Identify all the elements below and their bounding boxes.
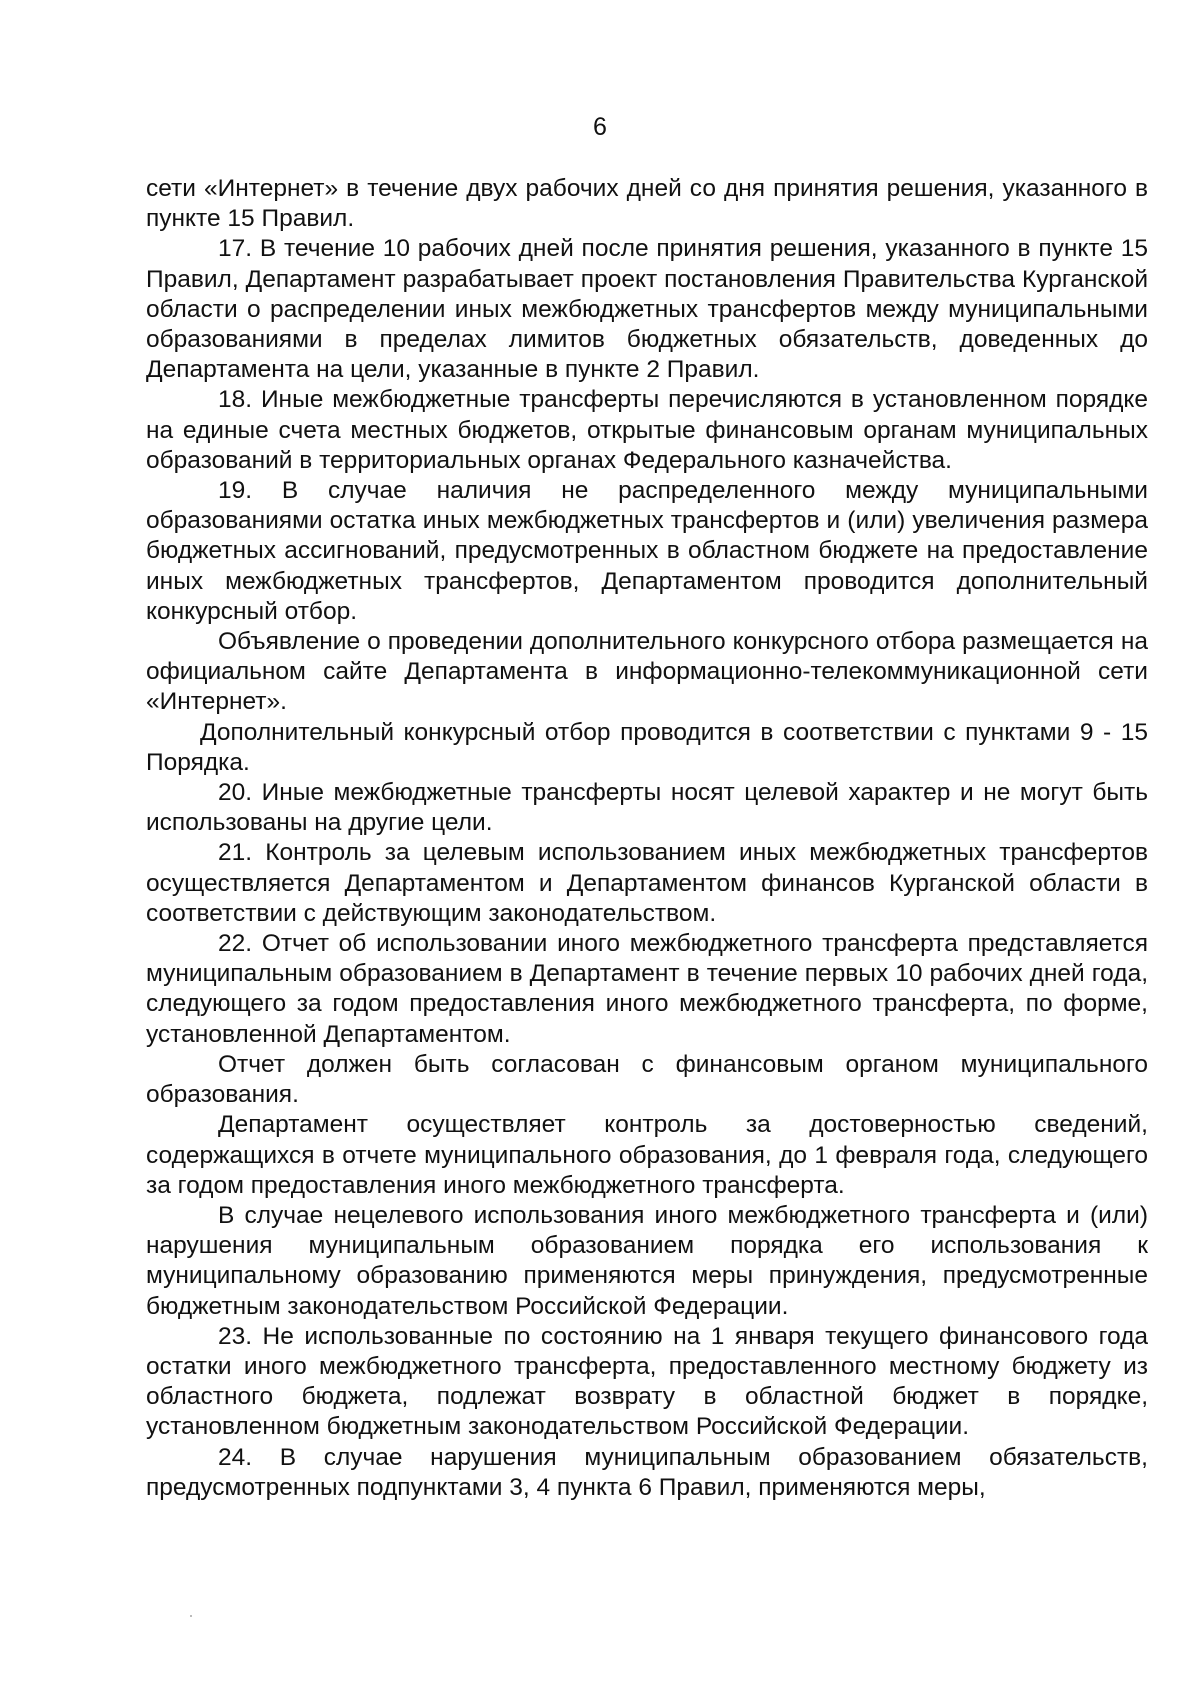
paragraph-item-20: 20. Иные межбюджетные трансферты носят целевой характер и не могут быть использованы на другие цели.: [146, 779, 1148, 837]
paragraph-report-approval: Отчет должен быть согласован с финансовым органом муниципального образования.: [146, 1050, 1148, 1109]
page-number: 6: [593, 113, 607, 141]
paragraph-announcement: Объявление о проведении дополнительного конкурсного отбора размещается на официальном сайте Департамента в информационно-телекоммуникационной сети «Интернет».: [146, 628, 1148, 716]
paragraph-continuation: сети «Интернет» в течение двух рабочих дней со дня принятия решения, указанного в пункте 15 Правил.: [146, 175, 1148, 233]
paragraph-report-control: Департамент осуществляет контроль за достоверностью сведений, содержащихся в отчете муниципального образования, до 1 февраля года, следующего за годом предоставления иного межбюджетного трансферта.: [146, 1111, 1148, 1199]
paragraph-item-22: 22. Отчет об использовании иного межбюджетного трансферта представляется муниципальным образованием в Департамент в течение первых 10 рабочих дней года, следующего за годом предоставления иного межбюджетного трансферта, по форме, установленной Департаментом.: [146, 930, 1148, 1048]
document-body: [146, 174, 1148, 1503]
scan-speck: [190, 1615, 192, 1617]
paragraph-additional-selection: Дополнительный конкурсный отбор проводится в соответствии с пунктами 9 - 15 Порядка.: [146, 718, 1148, 776]
paragraph-item-23: 23. Не использованные по состоянию на 1 января текущего финансового года остатки иного межбюджетного трансферта, предоставленного местному бюджету из областного бюджета, подлежат возврату в областной бюджет в порядке, установленном бюджетным законодательством Российской Федерации.: [146, 1322, 1148, 1441]
paragraph-item-18: 18. Иные межбюджетные трансферты перечисляются в установленном порядке на единые счета местных бюджетов, открытые финансовым органам муниципальных образований в территориальных органах Федерального казначейства.: [146, 386, 1148, 474]
paragraph-misuse-measures: В случае нецелевого использования иного межбюджетного трансферта и (или) нарушения муниципальным образованием порядка его использования к муниципальному образованию применяются меры принуждения, предусмотренные бюджетным законодательством Российской Федерации.: [146, 1201, 1148, 1320]
paragraph-item-17: 17. В течение 10 рабочих дней после принятия решения, указанного в пункте 15 Правил, Департамент разрабатывает проект постановления Правительства Курганской области о распределении иных межбюджетных трансфертов между муниципальными образованиями в пределах лимитов бюджетных обязательств, доведенных до Департамента на цели, указанные в пункте 2 Правил.: [146, 235, 1148, 384]
paragraph-item-24: 24. В случае нарушения муниципальным образованием обязательств, предусмотренных подпунктами 3, 4 пункта 6 Правил, применяются меры,: [146, 1443, 1148, 1501]
paragraph-item-21: 21. Контроль за целевым использованием иных межбюджетных трансфертов осуществляется Департаментом и Департаментом финансов Курганской области в соответствии с действующим законодательством.: [146, 839, 1148, 927]
paragraph-item-19: 19. В случае наличия не распределенного между муниципальными образованиями остатка иных межбюджетных трансфертов и (или) увеличения размера бюджетных ассигнований, предусмотренных в областном бюджете на предоставление иных межбюджетных трансфертов, Департаментом проводится дополнительный конкурсный отбор.: [146, 477, 1148, 625]
